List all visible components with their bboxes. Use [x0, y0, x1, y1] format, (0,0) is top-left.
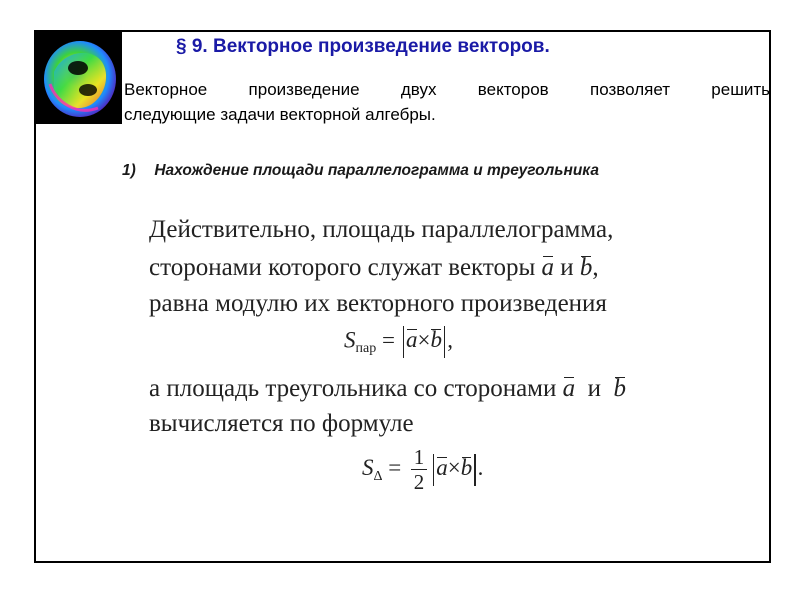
fraction-one-half [411, 446, 427, 493]
formula2-sub: Δ [373, 468, 383, 484]
slide-frame [34, 30, 771, 563]
body-line-2 [149, 254, 709, 282]
formula2-eq: = [388, 454, 402, 480]
formula2-S: S [362, 454, 374, 480]
slide-title: § 9. Векторное произведение векторов. [176, 36, 550, 57]
formula-triangle [362, 446, 483, 493]
intro-paragraph [124, 77, 770, 127]
vector-b: b [579, 254, 593, 281]
task-text: Нахождение площади параллелограмма и треугольника [154, 162, 599, 179]
vector-a: a [541, 254, 554, 281]
formula2-end: . [477, 454, 484, 480]
body-line-4-text: а площадь треугольника со сторонами [149, 375, 557, 402]
body-line-4 [149, 375, 709, 403]
abs-bar-right [444, 326, 445, 358]
task-item [122, 162, 742, 180]
body-line-1: Действительно, площадь параллелограмма, [149, 216, 614, 243]
formula2-vector-b: b [460, 454, 473, 480]
formula1-S: S [344, 327, 356, 353]
fraction-denominator: 2 [413, 470, 425, 494]
task-number: 1) [122, 162, 136, 179]
conj-and-2: и [587, 375, 602, 402]
formula1-end: , [447, 327, 454, 353]
body-line-5: вычисляется по формуле [149, 410, 414, 437]
line-2-comma: , [592, 254, 599, 281]
formula1-times: × [417, 327, 431, 353]
fraction-numerator: 1 [413, 445, 425, 469]
vector-a-2: a [562, 375, 576, 402]
vector-b-2: b [613, 375, 627, 402]
formula2-vector-a: a [436, 454, 448, 480]
abs-bar-right-2 [474, 454, 475, 486]
intro-line-1: Векторное произведение двух векторов позволяет решить [124, 80, 770, 99]
formula1-vector-b: b [430, 327, 442, 353]
conj-and: и [560, 254, 574, 281]
formula2-times: × [447, 454, 461, 480]
intro-line-2: следующие задачи векторной алгебры. [124, 105, 436, 124]
abs-bar-left-2 [433, 454, 434, 486]
body-line-3: равна модулю их векторного произведения [149, 290, 607, 317]
formula1-vector-a: a [406, 327, 418, 353]
formula-parallelogram [344, 326, 453, 358]
body-line-2-text: сторонами которого служат векторы [149, 254, 536, 281]
abs-bar-left [403, 326, 404, 358]
torus-logo-icon [36, 32, 122, 124]
formula1-sub: пар [355, 341, 377, 357]
formula1-eq: = [381, 327, 395, 353]
